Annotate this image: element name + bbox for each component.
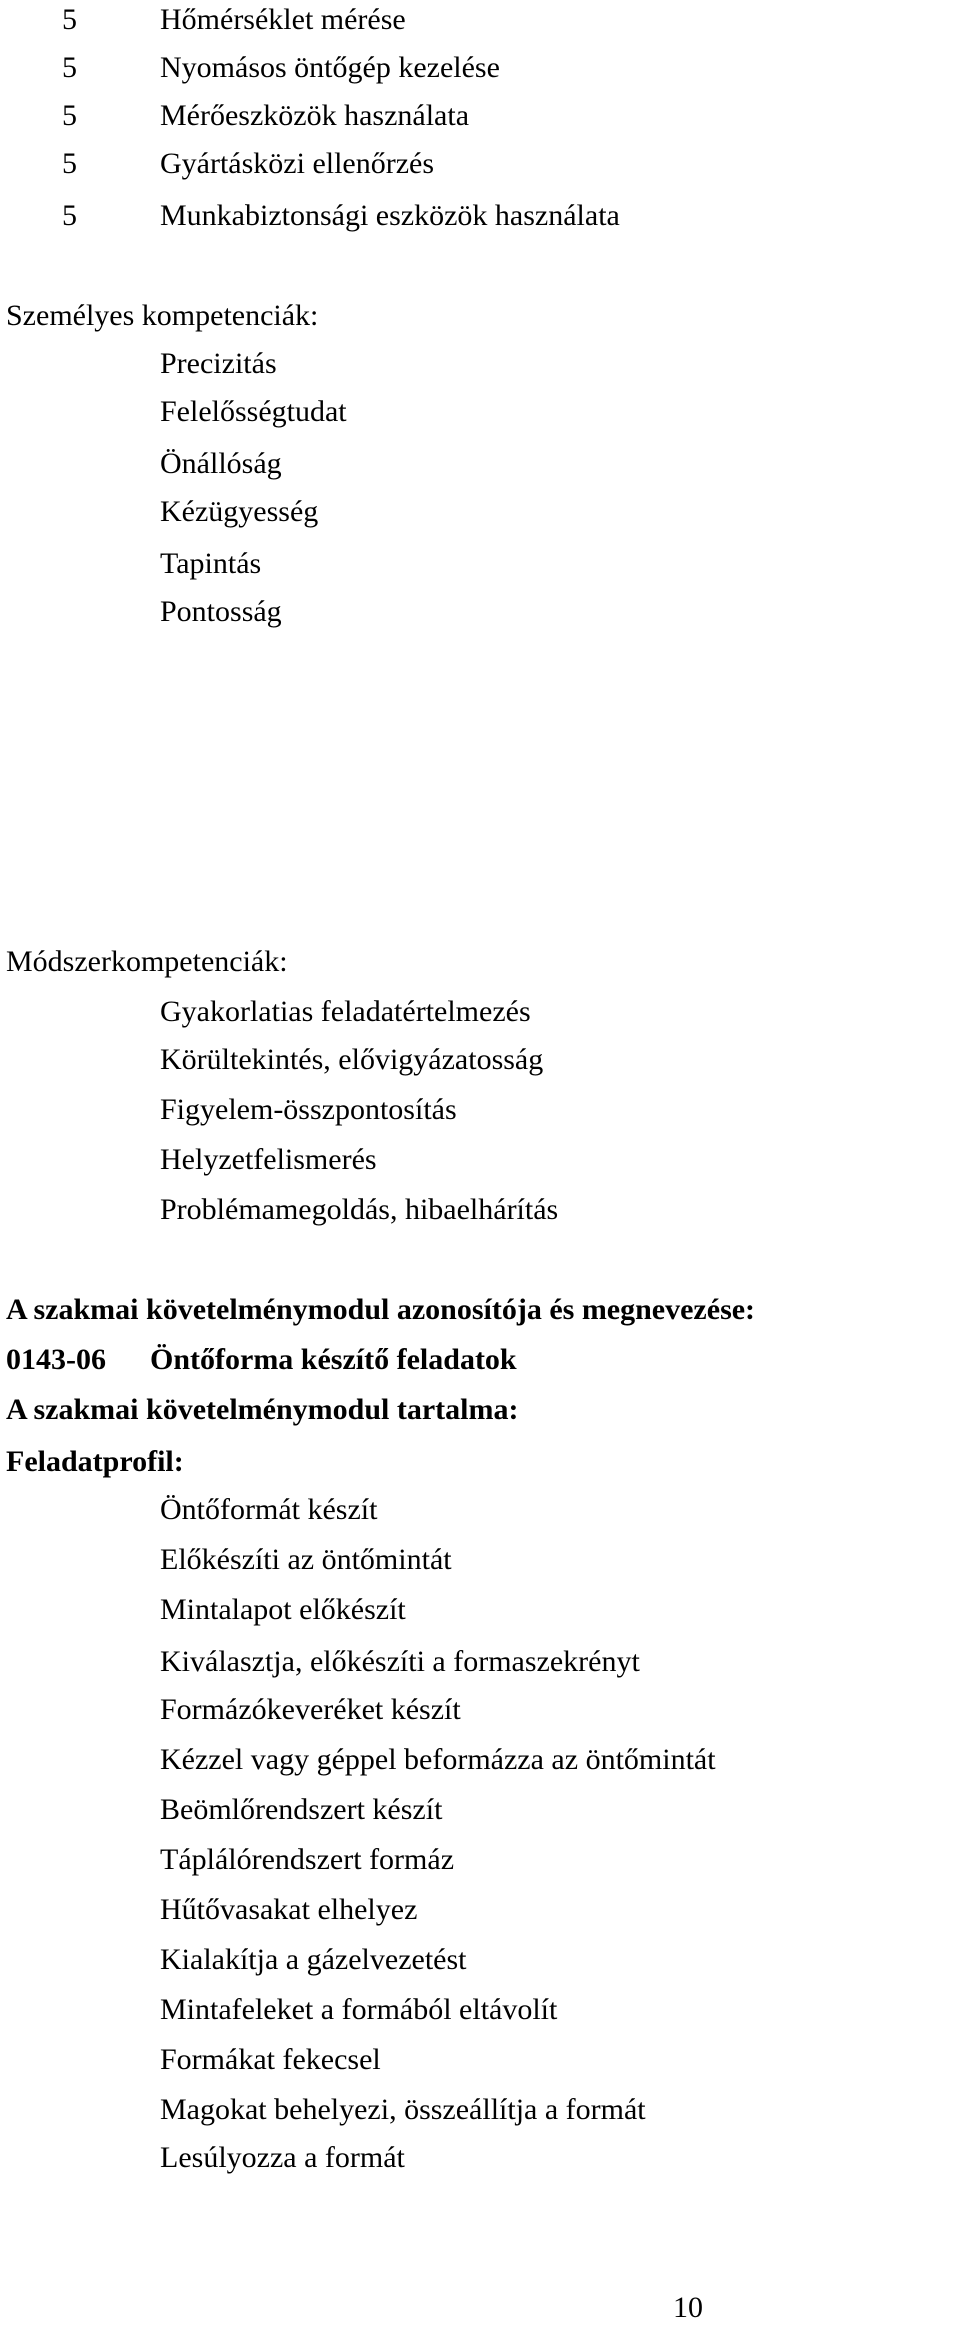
task-item: Hűtővasakat elhelyez [160,1893,418,1926]
skill-level: 5 [62,99,77,132]
module-content-title: A szakmai követelménymodul tartalma: [6,1393,519,1426]
method-competency-item: Figyelem-összpontosítás [160,1093,457,1126]
module-id-name: Öntőforma készítő feladatok [150,1343,517,1376]
skill-name: Gyártásközi ellenőrzés [160,147,435,180]
personal-competencies-heading: Személyes kompetenciák: [6,299,319,332]
method-competency-item: Körültekintés, elővigyázatosság [160,1043,544,1076]
task-item: Kiválasztja, előkészíti a formaszekrényt [160,1645,640,1678]
skill-level: 5 [62,199,77,232]
personal-competency-item: Kézügyesség [160,495,319,528]
task-item: Mintafeleket a formából eltávolít [160,1993,558,2026]
page-number: 10 [673,2291,703,2324]
task-item: Öntőformát készít [160,1493,378,1526]
skill-name: Nyomásos öntőgép kezelése [160,51,500,84]
method-competency-item: Helyzetfelismerés [160,1143,377,1176]
personal-competency-item: Pontosság [160,595,282,628]
personal-competency-item: Precizitás [160,347,277,380]
task-item: Beömlőrendszert készít [160,1793,443,1826]
module-id-title: A szakmai követelménymodul azonosítója és megnevezése: [6,1293,756,1326]
task-item: Előkészíti az öntőmintát [160,1543,452,1576]
skill-name: Munkabiztonsági eszközök használata [160,199,620,232]
personal-competency-item: Felelősségtudat [160,395,347,428]
skill-level: 5 [62,51,77,84]
profile-title: Feladatprofil: [6,1445,184,1478]
task-item: Formázókeveréket készít [160,1693,461,1726]
method-competency-item: Gyakorlatias feladatértelmezés [160,995,531,1028]
task-item: Formákat fekecsel [160,2043,381,2076]
method-competency-item: Problémamegoldás, hibaelhárítás [160,1193,559,1226]
task-item: Kézzel vagy géppel beformázza az öntőmintát [160,1743,716,1776]
task-item: Táplálórendszert formáz [160,1843,455,1876]
personal-competency-item: Tapintás [160,547,262,580]
task-item: Mintalapot előkészít [160,1593,406,1626]
skill-level: 5 [62,3,77,36]
personal-competency-item: Önállóság [160,447,282,480]
skill-name: Hőmérséklet mérése [160,3,406,36]
skill-name: Mérőeszközök használata [160,99,470,132]
skill-level: 5 [62,147,77,180]
module-id-code: 0143-06 [6,1343,106,1376]
task-item: Kialakítja a gázelvezetést [160,1943,467,1976]
task-item: Lesúlyozza a formát [160,2141,405,2174]
task-item: Magokat behelyezi, összeállítja a formát [160,2093,646,2126]
method-competencies-heading: Módszerkompetenciák: [6,945,288,978]
